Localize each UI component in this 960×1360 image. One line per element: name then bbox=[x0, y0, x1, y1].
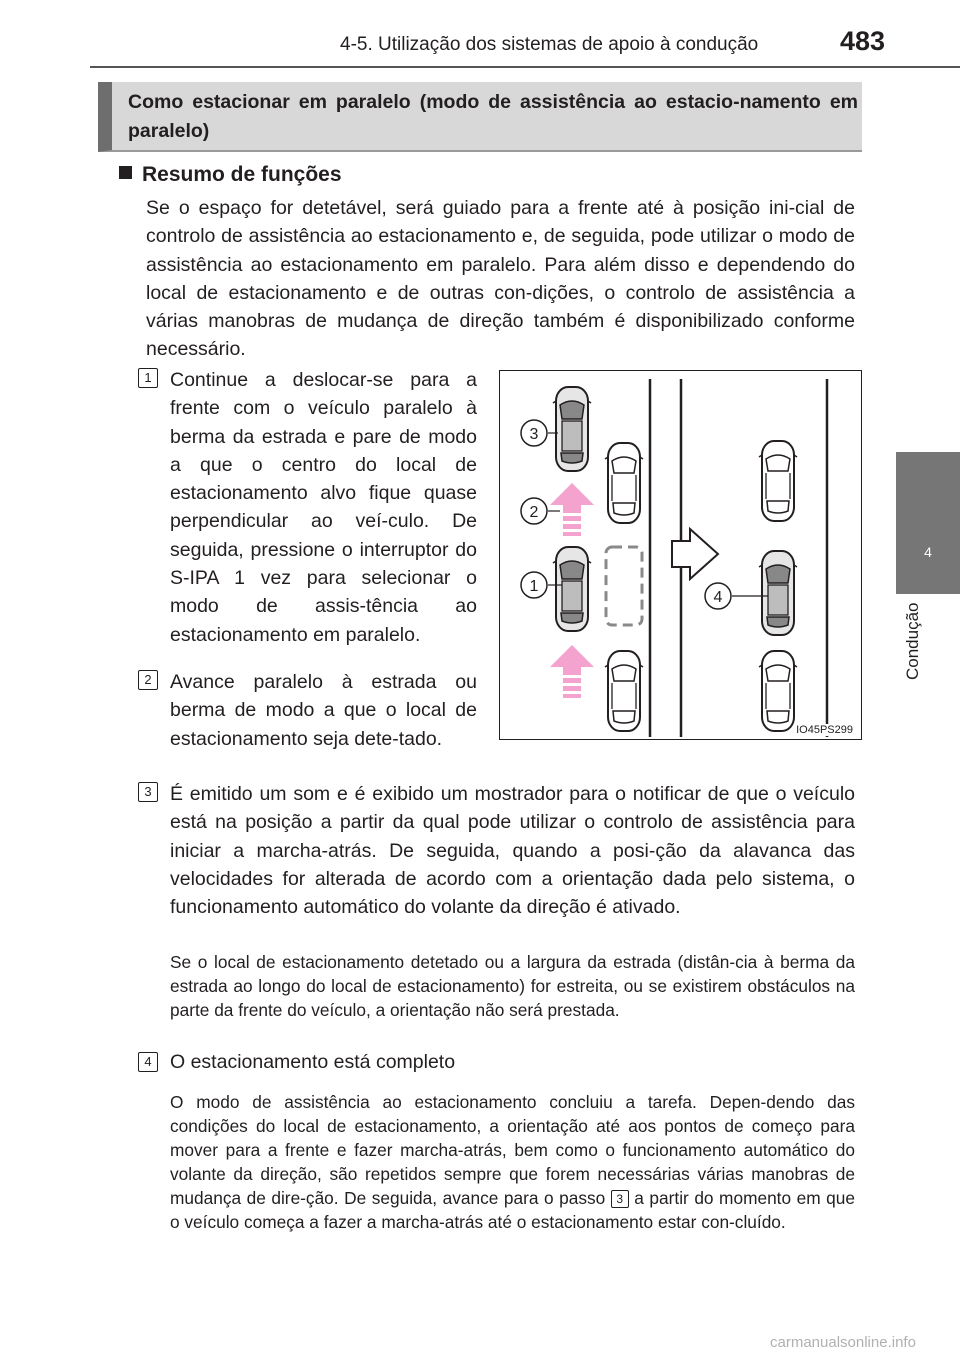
forward-arrow-icon bbox=[550, 483, 594, 536]
callout-1-label: 1 bbox=[529, 578, 539, 595]
parked-car bbox=[759, 651, 797, 731]
figure-code: IO45PS299 bbox=[796, 724, 853, 736]
step-4-text: O estacionamento está completo bbox=[170, 1051, 456, 1073]
step-4-note-part-2: a partir do momento em que o veículo começa a fazer a marcha-atrás até o estacionamento estar con-cluído. bbox=[170, 1188, 855, 1232]
header-title: 4-5. Utilização dos sistemas de apoio à condução bbox=[340, 34, 759, 55]
chapter-tab bbox=[896, 452, 960, 594]
footer-watermark: carmanualsonline.info bbox=[770, 1334, 916, 1351]
page-number: 483 bbox=[840, 26, 886, 56]
chapter-tab-number: 4 bbox=[924, 544, 932, 560]
target-parking-space bbox=[606, 547, 642, 625]
step-number-1: 1 bbox=[138, 368, 158, 388]
transition-arrow-icon bbox=[672, 529, 718, 579]
section-title: Como estacionar em paralelo (modo de assistência ao estacio-namento em paralelo) bbox=[128, 91, 858, 142]
callout-2 bbox=[521, 498, 547, 524]
step-3-text: É emitido um som e é exibido um mostrador para o notificar de que o veículo está na posição a partir da qual pode utilizar o controlo de assistência para iniciar a marcha-atrás. De seguida, quando a posi-ção da alavanca das velocidades for alterada de acordo com a orientação dada pelo sistema, o funcionamento automático do volante da direção é ativado. bbox=[170, 783, 855, 919]
callout-4 bbox=[705, 583, 731, 609]
parking-diagram-svg bbox=[500, 371, 861, 739]
callout-3 bbox=[521, 420, 547, 446]
parked-car bbox=[605, 443, 643, 523]
header-rule bbox=[90, 66, 960, 68]
callout-4-label: 4 bbox=[713, 589, 723, 606]
chapter-tab-label: Condução bbox=[903, 602, 922, 680]
callout-1 bbox=[521, 572, 547, 598]
step-4-note bbox=[170, 1090, 855, 1234]
inline-step-ref: 3 bbox=[611, 1190, 629, 1208]
own-car-position-1 bbox=[553, 547, 591, 631]
square-bullet-icon bbox=[119, 166, 132, 179]
parked-car bbox=[759, 441, 797, 521]
step-number-4: 4 bbox=[138, 1052, 158, 1072]
step-1-text: Continue a deslocar-se para a frente com o veículo paralelo à berma da estrada e pare de modo a que o centro do local de estacionamento alvo fique quase perpendicular ao veí-culo. De seguida, pressione o interruptor do S-IPA 1 vez para selecionar o modo de assis-tência ao estacionamento em paralelo. bbox=[170, 369, 477, 646]
callout-3-label: 3 bbox=[529, 426, 539, 443]
callout-2-label: 2 bbox=[529, 504, 539, 521]
step-number-3: 3 bbox=[138, 782, 158, 802]
step-number-2: 2 bbox=[138, 670, 158, 690]
subsection-title: Resumo de funções bbox=[142, 163, 342, 186]
section-title-box bbox=[98, 82, 862, 152]
step-4-note-part-1: O modo de assistência ao estacionamento concluiu a tarefa. Depen-dendo das condições do local de estacionamento, a orientação até aos pontos de começo para mover para a frente e fazer marcha-atrás, bem como o funcionamento automático do volante da direção, são repetidos sempre que forem necessárias várias manobras de mudança de dire-ção. De seguida, avance para o passo bbox=[170, 1092, 855, 1208]
own-car-parked bbox=[759, 551, 797, 635]
parked-car bbox=[605, 651, 643, 731]
own-car-position-3 bbox=[553, 387, 591, 471]
parking-diagram bbox=[499, 370, 862, 740]
step-2-text: Avance paralelo à estrada ou berma de modo a que o local de estacionamento seja dete-tado. bbox=[170, 671, 477, 750]
subsection-intro: Se o espaço for detetável, será guiado para a frente até à posição ini-cial de controlo de assistência ao estacionamento e, de seguida, pode utilizar o modo de assistência ao estacionamento em paralelo. Para além disso e dependendo do local de estacionamento e de outras con-dições, o controlo de assistência a várias manobras de mudança de direção também é disponibilizado conforme necessário. bbox=[146, 197, 855, 361]
subsection-heading bbox=[119, 163, 342, 187]
step-3-note: Se o local de estacionamento detetado ou a largura da estrada (distân-cia à berma da estrada ao longo do local de estacionamento) for estreita, ou se existirem obstáculos na parte da frente do veículo, a orientação não será prestada. bbox=[170, 952, 855, 1020]
page-header bbox=[0, 0, 960, 60]
forward-arrow-icon bbox=[550, 645, 594, 698]
